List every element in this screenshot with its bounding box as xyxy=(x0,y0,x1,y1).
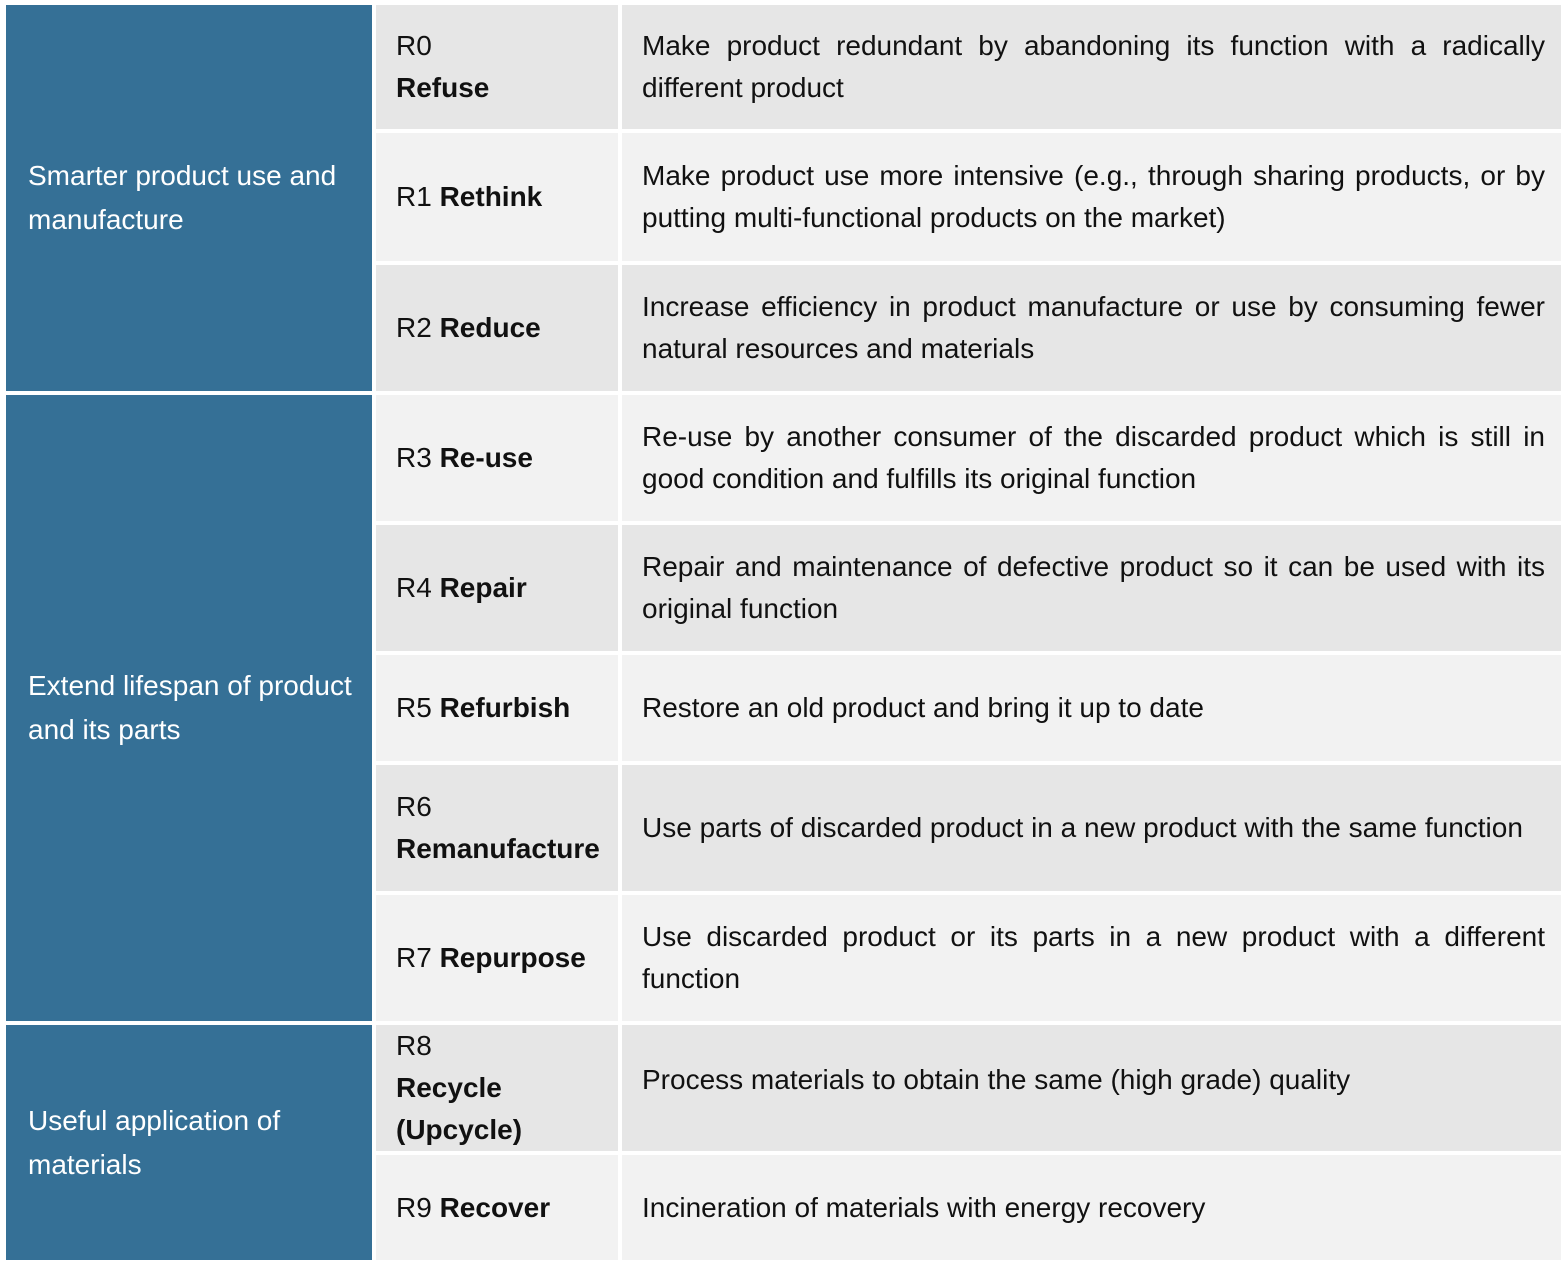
strategy-name: Re-use xyxy=(439,442,533,473)
description-cell-r5 xyxy=(622,655,1561,761)
strategy-description: Process materials to obtain the same (high grade) quality xyxy=(642,1064,1351,1095)
strategy-cell-r6 xyxy=(376,765,618,891)
strategy-code: R9 xyxy=(396,1191,432,1223)
strategy-name-extra: (Upcycle) xyxy=(396,1114,523,1145)
strategy-name: Remanufacture xyxy=(396,833,600,864)
strategy-description: Incineration of materials with energy recovery xyxy=(642,1191,1206,1223)
description-cell-r4 xyxy=(622,525,1561,651)
strategy-code: R4 xyxy=(396,572,432,603)
strategy-description: Make product use more intensive (e.g., through sharing products, or by putting multi-functional products on the market) xyxy=(642,160,1545,233)
strategy-name: Refurbish xyxy=(439,692,571,723)
group-extend-lifespan xyxy=(6,395,372,1021)
strategy-cell-r2 xyxy=(376,265,618,391)
strategy-description: Use discarded product or its parts in a new product with a different function xyxy=(642,921,1545,994)
group-label: Extend lifespan of product and its parts xyxy=(28,670,352,745)
strategy-description: Repair and maintenance of defective product so it can be used with its original function xyxy=(642,551,1545,624)
description-cell-r0 xyxy=(622,5,1561,129)
strategy-cell-r7 xyxy=(376,895,618,1021)
description-cell-r1 xyxy=(622,133,1561,261)
strategy-name: Repair xyxy=(439,572,527,603)
strategy-name: Refuse xyxy=(396,72,490,103)
strategy-description: Increase efficiency in product manufacture or use by consuming fewer natural resources and materials xyxy=(642,291,1545,364)
strategy-cell-r5 xyxy=(376,655,618,761)
strategy-cell-r0 xyxy=(376,5,618,129)
strategy-code: R0 xyxy=(396,30,432,61)
strategy-code: R2 xyxy=(396,312,432,343)
strategy-name: Recover xyxy=(439,1191,551,1223)
r-strategies-table xyxy=(6,5,1561,1260)
strategy-cell-r1 xyxy=(376,133,618,261)
strategy-name: Rethink xyxy=(439,181,543,212)
description-cell-r3 xyxy=(622,395,1561,521)
strategy-description: Use parts of discarded product in a new product with the same function xyxy=(642,812,1523,843)
strategy-cell-r4 xyxy=(376,525,618,651)
strategy-description: Re-use by another consumer of the discarded product which is still in good condition and fulfills its original function xyxy=(642,421,1545,494)
strategy-cell-r3 xyxy=(376,395,618,521)
group-useful-application xyxy=(6,1025,372,1260)
strategy-code: R7 xyxy=(396,942,432,973)
strategy-name: Repurpose xyxy=(439,942,586,973)
group-label: Useful application of materials xyxy=(28,1104,281,1180)
strategy-code: R5 xyxy=(396,692,432,723)
group-smarter-product-use xyxy=(6,5,372,391)
description-cell-r9 xyxy=(622,1155,1561,1260)
description-cell-r6 xyxy=(622,765,1561,891)
strategy-name: Reduce xyxy=(439,312,541,343)
description-cell-r7 xyxy=(622,895,1561,1021)
strategy-cell-r8 xyxy=(376,1025,618,1151)
strategy-code: R8 xyxy=(396,1030,432,1061)
strategy-code: R3 xyxy=(396,442,432,473)
strategy-cell-r9 xyxy=(376,1155,618,1260)
strategy-description: Restore an old product and bring it up to date xyxy=(642,692,1204,723)
strategy-code: R1 xyxy=(396,181,432,212)
description-cell-r8 xyxy=(622,1025,1561,1151)
group-label: Smarter product use and manufacture xyxy=(28,160,337,235)
strategy-name: Recycle xyxy=(396,1072,502,1103)
strategy-description: Make product redundant by abandoning its function with a radically different product xyxy=(642,30,1545,103)
description-cell-r2 xyxy=(622,265,1561,391)
strategy-code: R6 xyxy=(396,791,432,822)
